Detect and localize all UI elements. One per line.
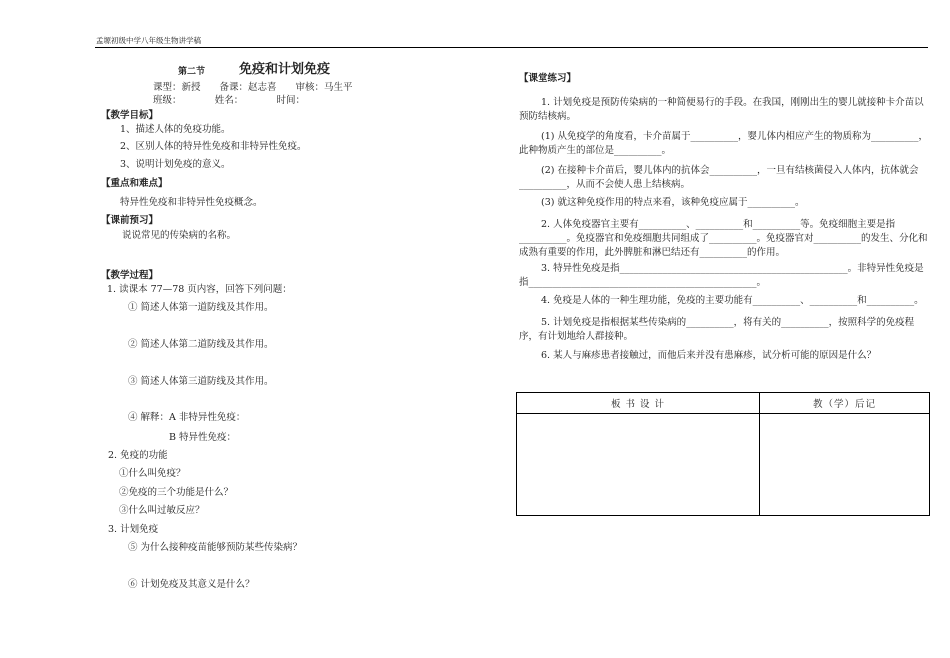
exercise-1b: (2) 在接种卡介苗后，婴儿体内的抗体会__________，一旦有结核菌侵入人体内，抗体就会__________，从而不会使人患上结核病。 [519,165,919,190]
teaching-notes-header: 教（学）后记 [760,393,930,414]
question-2: ② 简述人体第二道防线及其作用。 [128,339,274,350]
question-1: ① 简述人体第一道防线及其作用。 [128,302,274,313]
board-design-header: 板 书 设 计 [517,393,760,414]
school-header: 孟塬初级中学八年级生物讲学稿 [96,36,201,45]
exercise-2: 2. 人体免疫器官主要有__________、__________和__________等。免疫细胞主要是指__________。免疫器官和免疫细胞共同组成了__________。免疫器官对__________的发生、分化和成熟有重要的作用，此外脾脏和淋巴结还有__________的作用。 [519,219,928,258]
preview-heading: 【课前预习】 [101,215,159,226]
question-5: ⑤ 为什么接种疫苗能够预防某些传染病？ [128,542,303,553]
process-step-2: 2. 免疫的功能 [108,450,168,461]
board-design-cell[interactable] [517,414,760,516]
question-2b: ②免疫的三个功能是什么？ [119,487,234,498]
process-step-3: 3. 计划免疫 [108,524,159,535]
goal-item: 2、区别人体的特异性免疫和非特异性免疫。 [120,141,307,152]
exercise-1c: (3) 就这种免疫作用的特点来看，该种免疫应属于__________。 [541,197,805,208]
exercise-5: 5. 计划免疫是指根据某些传染病的__________，将有关的__________，按照科学的免疫程序，有计划地给人群接种。 [519,317,915,342]
practice-heading: 【课堂练习】 [519,73,577,84]
question-2c: ③什么叫过敏反应？ [119,505,205,516]
goals-heading: 【教学目标】 [101,110,159,121]
question-2a: ①什么叫免疫？ [119,468,186,479]
question-3: ③ 简述人体第三道防线及其作用。 [128,376,274,387]
header-rule [95,47,928,48]
goal-item: 3、说明计划免疫的意义。 [120,159,231,170]
key-heading: 【重点和难点】 [101,178,168,189]
process-heading: 【教学过程】 [101,270,159,281]
question-4a: ④ 解释：A 非特异性免疫： [128,412,246,423]
exercise-1a: (1) 从免疫学的角度看，卡介苗属于__________，婴儿体内相应产生的物质称为__________，此种物质产生的部位是__________。 [519,131,928,156]
page-title: 免疫和计划免疫 [239,62,331,77]
board-table [516,392,930,516]
exercise-1: 1. 计划免疫是预防传染病的一种简便易行的手段。在我国，刚刚出生的婴儿就接种卡介苗以预防结核病。 [519,97,924,122]
preview-text: 说说常见的传染病的名称。 [122,230,237,241]
question-4b: B 特异性免疫： [169,432,237,443]
process-step-1: 1. 读课本 77—78 页内容，回答下列问题： [107,284,292,295]
question-6: ⑥ 计划免疫及其意义是什么？ [128,579,255,590]
lesson-info: 课型：新授 备课：赵志喜 审核：马生平 [153,82,353,93]
key-text: 特异性免疫和非特异性免疫概念。 [120,197,263,208]
section-number: 第二节 [178,67,206,77]
teaching-notes-cell[interactable] [760,414,930,516]
student-info: 班级： 姓名： 时间： [153,95,306,106]
goal-item: 1、描述人体的免疫功能。 [120,124,231,135]
exercise-3: 3. 特异性免疫是指________________________________________________。非特异性免疫是指________________________________________________。 [519,263,924,288]
exercise-6: 6. 某人与麻疹患者接触过，而他后来并没有患麻疹，试分析可能的原因是什么？ [541,350,877,361]
exercise-4: 4. 免疫是人体的一种生理功能，免疫的主要功能有__________、__________和__________。 [541,295,924,306]
